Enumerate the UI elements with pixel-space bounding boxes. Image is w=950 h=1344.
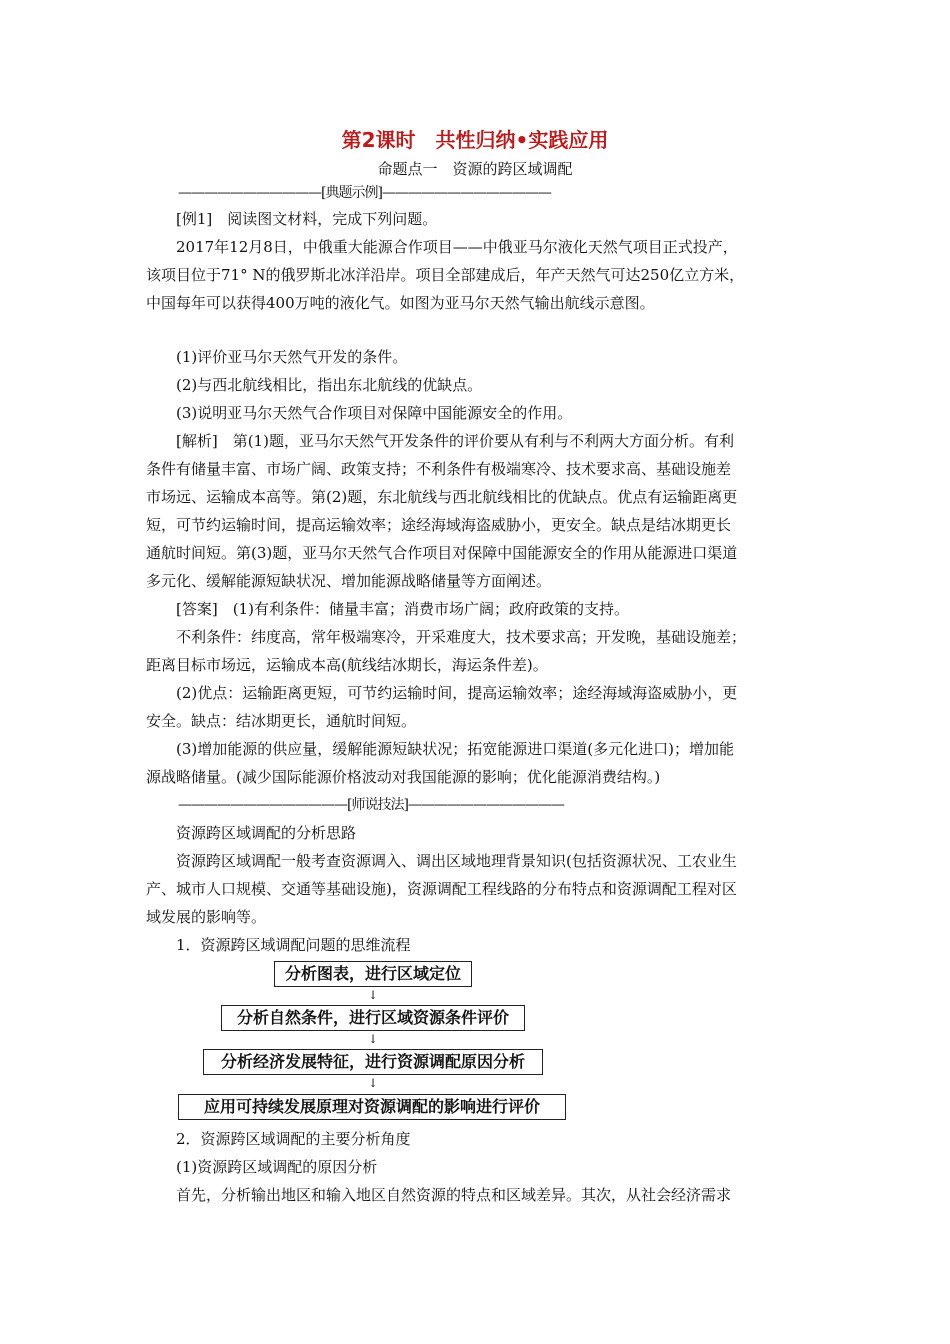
question-1: (1)评价亚马尔天然气开发的条件。 <box>176 348 408 366</box>
question-2: (2)与西北航线相比，指出东北航线的优缺点。 <box>176 376 483 394</box>
analysis-line: 多元化、缓解能源短缺状况、增加能源战略储量等方面阐述。 <box>146 572 552 590</box>
subsection-1-heading: 1．资源跨区域调配问题的思维流程 <box>176 936 411 954</box>
answer-line: (3)增加能源的供应量，缓解能源短缺状况；拓宽能源进口渠道(多元化进口)；增加能 <box>176 740 734 758</box>
section-divider-method: —————————————[师说技法]———————————— <box>178 797 564 813</box>
flow-step-1: 分析图表，进行区域定位 <box>274 961 472 987</box>
answer-line: 距离目标市场远，运输成本高(航线结冰期长，海运条件差)。 <box>146 656 548 674</box>
analysis-line: 通航时间短。第(3)题，亚马尔天然气合作项目对保障中国能源安全的作用从能源进口渠道 <box>146 544 738 562</box>
subsection-2-heading: 2．资源跨区域调配的主要分析角度 <box>176 1130 411 1148</box>
answer-line: 安全。缺点：结冰期更长，通航时间短。 <box>146 712 417 730</box>
flow-arrow-icon: ↓ <box>368 1076 379 1090</box>
lesson-title: 第2课时 共性归纳•实践应用 <box>341 128 609 152</box>
flow-step-4: 应用可持续发展原理对资源调配的影响进行评价 <box>178 1094 566 1120</box>
analysis-line: 条件有储量丰富、市场广阔、政策支持；不利条件有极端寒冷、技术要求高、基础设施差 <box>146 460 732 478</box>
analysis-line: [解析] 第(1)题，亚马尔天然气开发条件的评价要从有利与不利两大方面分析。有利 <box>176 432 734 450</box>
example-paragraph: 2017年12月8日，中俄重大能源合作项目——中俄亚马尔液化天然气项目正式投产， <box>176 238 738 256</box>
example-paragraph: 该项目位于71° N的俄罗斯北冰洋沿岸。项目全部建成后，年产天然气可达250亿立方米， <box>146 266 745 284</box>
answer-line: [答案] (1)有利条件：储量丰富；消费市场广阔；政府政策的支持。 <box>176 600 629 618</box>
topic-subtitle: 命题点一 资源的跨区域调配 <box>377 160 573 178</box>
flow-arrow-icon: ↓ <box>368 988 379 1002</box>
section-divider-examples: ———————————[典题示例]————————————— <box>178 185 551 201</box>
method-paragraph: 资源跨区域调配一般考查资源调入、调出区域地理背景知识(包括资源状况、工农业生 <box>176 852 737 870</box>
method-paragraph: 首先，分析输出地区和输入地区自然资源的特点和区域差异。其次，从社会经济需求 <box>176 1186 732 1204</box>
analysis-line: 短，可节约运输时间，提高运输效率；途经海域海盗威胁小，更安全。缺点是结冰期更长 <box>146 516 732 534</box>
flow-step-2: 分析自然条件，进行区域资源条件评价 <box>221 1005 525 1031</box>
question-3: (3)说明亚马尔天然气合作项目对保障中国能源安全的作用。 <box>176 404 573 422</box>
answer-line: (2)优点：运输距离更短，可节约运输时间，提高运输效率；途经海域海盗威胁小，更 <box>176 684 738 702</box>
example-paragraph: 中国每年可以获得400万吨的液化气。如图为亚马尔天然气输出航线示意图。 <box>146 294 655 312</box>
method-paragraph: 域发展的影响等。 <box>146 908 267 926</box>
analysis-line: 市场远、运输成本高等。第(2)题，东北航线与西北航线相比的优缺点。优点有运输距离更 <box>146 488 738 506</box>
answer-line: 源战略储量。(减少国际能源价格波动对我国能源的影响；优化能源消费结构。) <box>146 768 661 786</box>
method-paragraph: 产、城市人口规模、交通等基础设施)，资源调配工程线路的分布特点和资源调配工程对区 <box>146 880 737 898</box>
example-intro: [例1] 阅读图文材料，完成下列问题。 <box>176 210 438 228</box>
flow-arrow-icon: ↓ <box>368 1032 379 1046</box>
subsection-2a-heading: (1)资源跨区域调配的原因分析 <box>176 1158 378 1176</box>
answer-line: 不利条件：纬度高，常年极端寒冷，开采难度大，技术要求高；开发晚，基础设施差； <box>176 628 747 646</box>
method-heading: 资源跨区域调配的分析思路 <box>176 824 357 842</box>
flow-step-3: 分析经济发展特征，进行资源调配原因分析 <box>203 1049 543 1075</box>
